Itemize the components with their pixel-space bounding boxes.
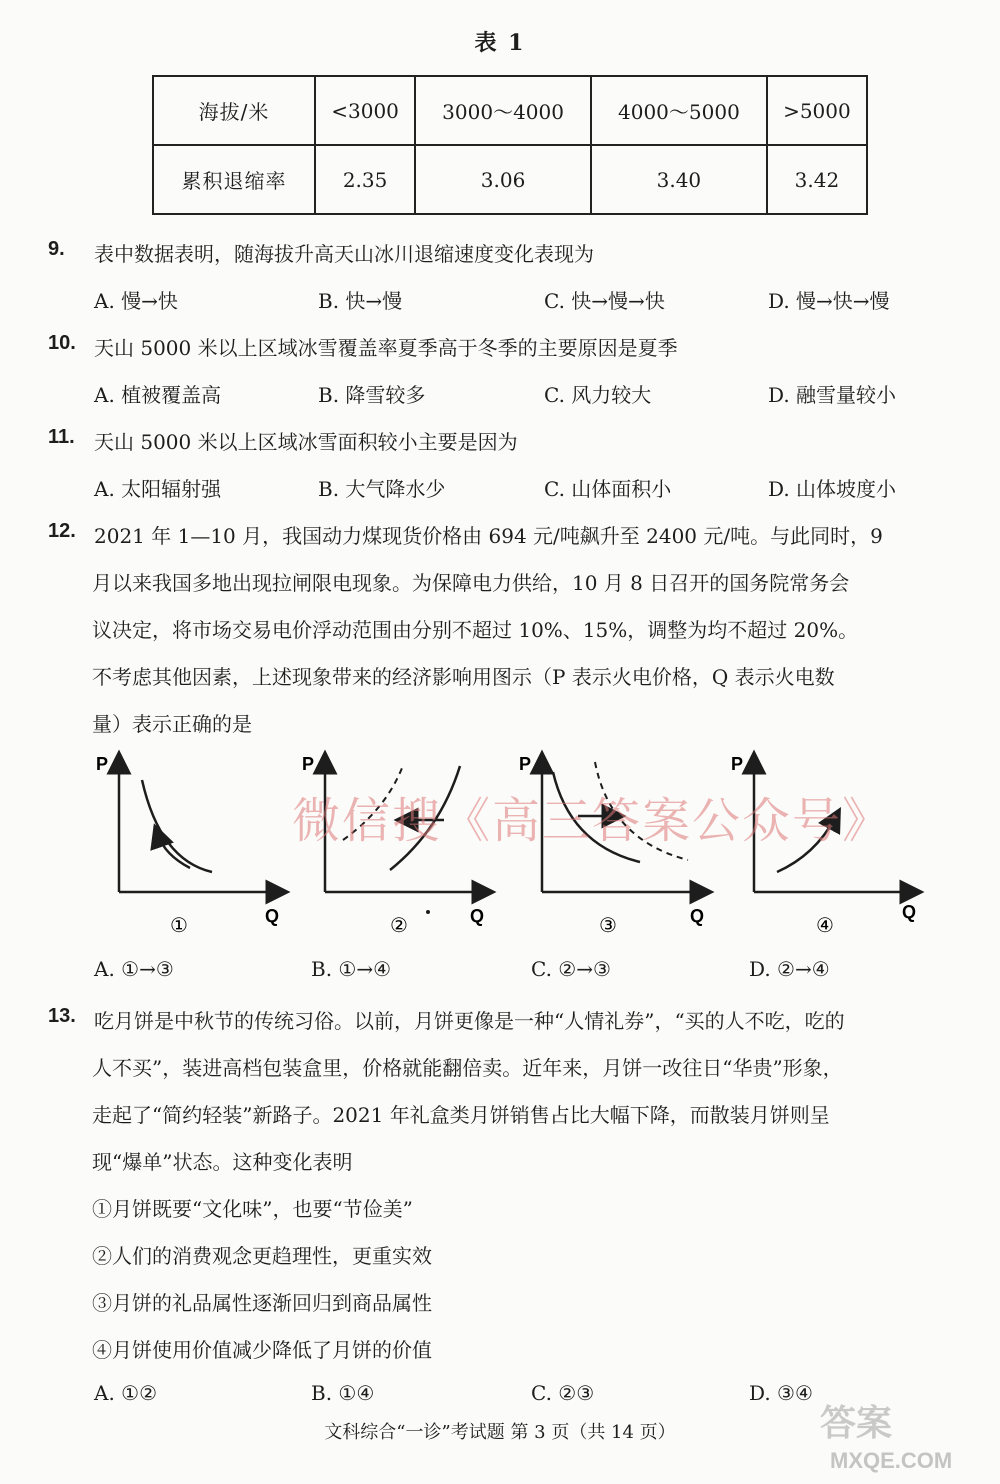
question-text: 天山 5000 米以上区域冰雪覆盖率夏季高于冬季的主要原因是夏季 — [94, 336, 678, 360]
table-cell: >5000 — [767, 76, 867, 145]
question-number: 11. — [48, 426, 75, 448]
option-a: A. ①→③ — [94, 957, 174, 981]
corner-watermark: 答案 — [820, 1402, 893, 1444]
question-text-line: 议决定，将市场交易电价浮动范围由分别不超过 10%、15%，调整为均不超过 20%。 — [92, 618, 859, 642]
p-label: P — [96, 754, 109, 774]
statement-item: ①月饼既要“文化味”，也要“节俭美” — [92, 1197, 413, 1221]
question-text-line: 吃月饼是中秋节的传统习俗。以前，月饼更像是一种“人情礼券”，“买的人不吃，吃的 — [94, 1009, 845, 1033]
option-a: A. 植被覆盖高 — [94, 383, 222, 407]
option-b: B. ①④ — [311, 1381, 375, 1405]
table-header-retreat-rate: 累积退缩率 — [153, 145, 315, 214]
table-cell: 3.06 — [415, 145, 591, 214]
option-d: D. ②→④ — [749, 957, 830, 981]
option-c: C. ②→③ — [531, 957, 611, 981]
q-label: Q — [690, 906, 705, 926]
question-text-line: 月以来我国多地出现拉闸限电现象。为保障电力供给，10 月 8 日召开的国务院常务会 — [92, 571, 850, 595]
corner-site: MXQE.COM — [830, 1448, 953, 1473]
table-cell: 4000～5000 — [591, 76, 767, 145]
table-cell: 3.40 — [591, 145, 767, 214]
option-d: D. ③④ — [749, 1381, 813, 1405]
option-c: C. 快→慢→快 — [544, 289, 665, 313]
option-b: B. 大气降水少 — [318, 477, 446, 501]
question-text-line: 现“爆单”状态。这种变化表明 — [92, 1150, 353, 1174]
graph-1 — [96, 754, 279, 937]
table-cell: 3.42 — [767, 145, 867, 214]
p-label: P — [731, 754, 744, 774]
q-label: Q — [265, 906, 280, 926]
q-label: Q — [470, 906, 485, 926]
option-a: A. 慢→快 — [94, 289, 178, 313]
table-cell: 3000～4000 — [415, 76, 591, 145]
arrow — [158, 835, 190, 868]
graph-label: ③ — [599, 915, 617, 937]
question-text-line: 2021 年 1—10 月，我国动力煤现货价格由 694 元/吨飙升至 2400 元/吨。与此同时，9 — [94, 524, 883, 548]
table-header-altitude: 海拔/米 — [153, 76, 315, 145]
option-d: D. 融雪量较小 — [768, 383, 897, 407]
page-footer: 文科综合“一诊”考试题 第 3 页（共 14 页） — [324, 1422, 676, 1443]
option-c: C. ②③ — [531, 1381, 595, 1405]
question-number: 10. — [48, 332, 76, 354]
option-d: D. 慢→快→慢 — [768, 289, 890, 313]
data-table — [152, 75, 868, 215]
statement-item: ④月饼使用价值减少降低了月饼的价值 — [92, 1338, 432, 1362]
option-b: B. ①→④ — [311, 957, 392, 981]
question-number: 9. — [48, 238, 65, 260]
option-d: D. 山体坡度小 — [768, 477, 897, 501]
table-cell: <3000 — [315, 76, 415, 145]
question-number: 13. — [48, 1005, 76, 1027]
graph-label: ② — [390, 915, 408, 937]
question-number: 12. — [48, 520, 76, 542]
graph-label: ④ — [816, 915, 834, 937]
question-text: 天山 5000 米以上区域冰雪面积较小主要是因为 — [94, 430, 518, 454]
option-a: A. 太阳辐射强 — [94, 477, 222, 501]
p-label: P — [519, 754, 532, 774]
curve — [142, 780, 212, 872]
table-caption: 表 1 — [474, 30, 526, 56]
watermark: 微信搜《高三答案公众号》 — [292, 793, 893, 849]
option-a: A. ①② — [94, 1381, 158, 1405]
table-cell: 2.35 — [315, 145, 415, 214]
p-label: P — [302, 754, 315, 774]
option-c: C. 风力较大 — [544, 383, 652, 407]
q-label: Q — [902, 902, 917, 922]
question-text-line: 人不买”，装进高档包装盒里，价格就能翻倍卖。近年来，月饼一改往日“华贵”形象， — [92, 1056, 843, 1080]
question-text-line: 量）表示正确的是 — [92, 712, 252, 736]
statement-item: ②人们的消费观念更趋理性，更重实效 — [92, 1244, 432, 1268]
statement-item: ③月饼的礼品属性逐渐回归到商品属性 — [92, 1291, 432, 1315]
question-text: 表中数据表明，随海拔升高天山冰川退缩速度变化表现为 — [94, 242, 594, 266]
option-c: C. 山体面积小 — [544, 477, 672, 501]
question-text-line: 走起了“简约轻装”新路子。2021 年礼盒类月饼销售占比大幅下降，而散装月饼则呈 — [92, 1103, 830, 1127]
option-b: B. 快→慢 — [318, 289, 403, 313]
option-b: B. 降雪较多 — [318, 383, 426, 407]
graph-label: ① — [170, 915, 188, 937]
question-text-line: 不考虑其他因素，上述现象带来的经济影响用图示（P 表示火电价格，Q 表示火电数 — [92, 665, 835, 689]
